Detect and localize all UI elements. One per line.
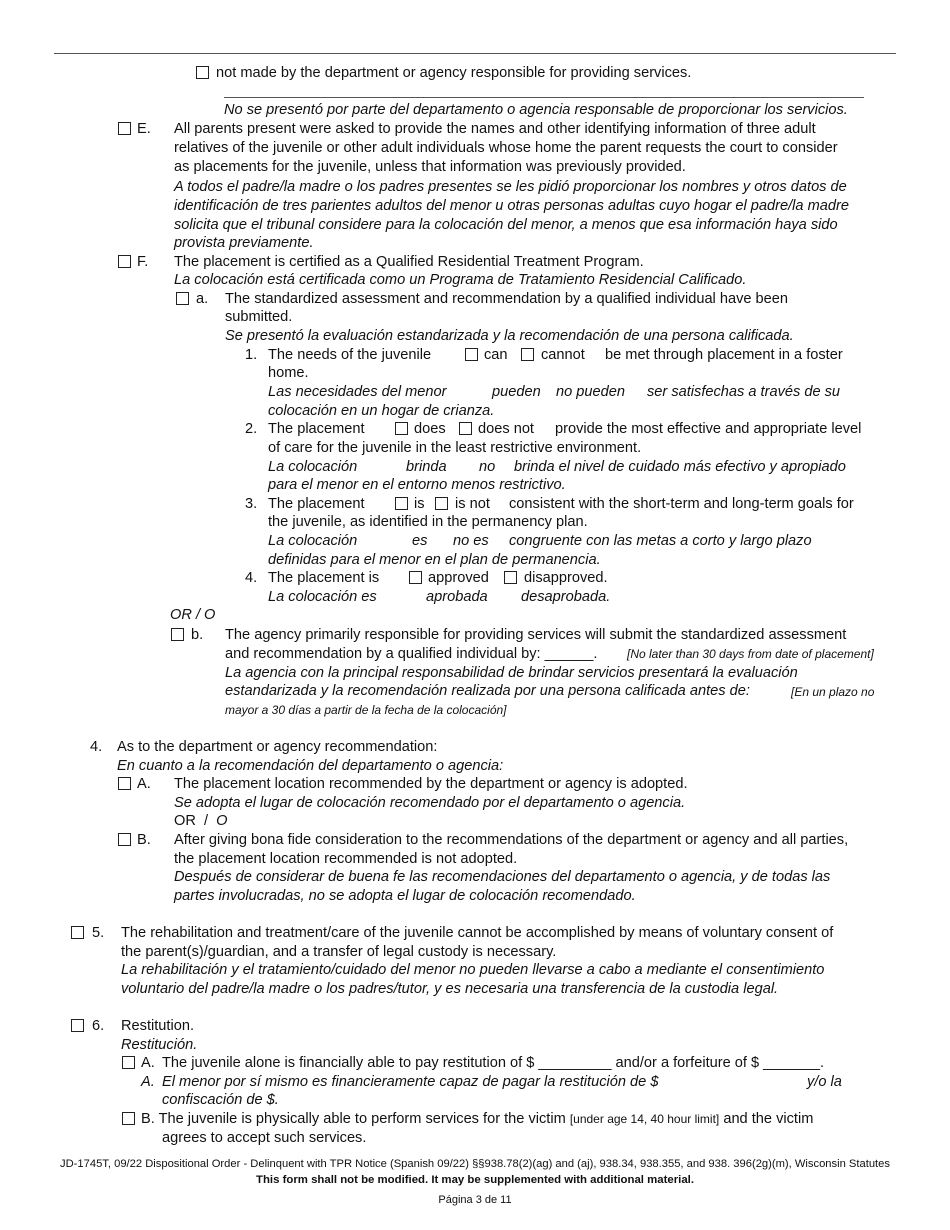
- item6a-text: The juvenile alone is financially able to pay restitution of $ _________ and/or a forfeiture of $ _______.: [162, 1055, 825, 1071]
- or-separator: OR / O: [170, 607, 216, 623]
- not-made-text: not made by the department or agency responsible for providing services.: [216, 65, 692, 81]
- q2-post: provide the most effective and appropriate level: [555, 421, 862, 437]
- q4-es-opt1: aprobada: [426, 589, 488, 605]
- item6a-checkbox[interactable]: [122, 1056, 135, 1069]
- q2-number: 2.: [245, 421, 258, 437]
- q3-is-not-checkbox[interactable]: [435, 497, 448, 510]
- item-fb-es2-note: [En un plazo no: [791, 685, 875, 699]
- item6-number: 6.: [92, 1018, 105, 1034]
- item6a-es-cont: confiscación de $.: [162, 1092, 279, 1108]
- item-fa-line: submitted.: [225, 309, 293, 325]
- item4b-line: the placement location recommended is not adopted.: [174, 851, 518, 867]
- q1-pre: The needs of the juvenile: [268, 347, 432, 363]
- q2-does-not-checkbox[interactable]: [459, 422, 472, 435]
- item4-or: [174, 812, 228, 831]
- q2-es-opt2: no: [479, 459, 496, 475]
- item4-text-es: En cuanto a la recomendación del departamento o agencia:: [117, 758, 504, 774]
- q1-es-post: ser satisfechas a través de su: [647, 384, 841, 400]
- q1-cannot-label: cannot: [541, 347, 585, 363]
- item6b-text: The juvenile is physically able to perform services for the victim: [158, 1111, 566, 1127]
- item-fa-checkbox[interactable]: [176, 292, 189, 305]
- item4-text: As to the department or agency recommendation:: [117, 739, 438, 755]
- item-e-line-es: solicita que el tribunal considere para la colocación del menor, a menos que esa información haya sido: [174, 217, 838, 233]
- item-fb-line1: The agency primarily responsible for providing services will submit the standardized assessment: [225, 627, 847, 643]
- q3-es-post: congruente con las metas a corto y largo plazo: [509, 533, 812, 549]
- item6b-checkbox[interactable]: [122, 1112, 135, 1125]
- item4b-checkbox[interactable]: [118, 833, 131, 846]
- item4b-line: After giving bona fide consideration to the recommendations of the department or agency and all parties,: [174, 832, 849, 848]
- item-fa-line: The standardized assessment and recommendation by a qualified individual have been: [225, 291, 789, 307]
- q3-cont: the juvenile, as identified in the permanency plan.: [268, 514, 588, 530]
- item-e-line: All parents present were asked to provide the names and other identifying information of three adult: [174, 121, 816, 137]
- q4-approved-label: approved: [428, 570, 489, 586]
- q1-post: be met through placement in a foster: [605, 347, 843, 363]
- item6-text-es: Restitución.: [121, 1037, 198, 1053]
- item-fb-line2-note: [No later than 30 days from date of placement]: [627, 647, 874, 661]
- q1-es-opt1: pueden: [492, 384, 541, 400]
- item4b-line-es: partes involucradas, no se adopta el lugar de colocación recomendado.: [174, 888, 636, 904]
- item6-checkbox[interactable]: [71, 1019, 84, 1032]
- item6b-line: [141, 1110, 813, 1129]
- item6-text: Restitution.: [121, 1018, 195, 1034]
- item5-line: the parent(s)/guardian, and a transfer of legal custody is necessary.: [121, 944, 557, 960]
- q2-does-not-label: does not: [478, 421, 534, 437]
- item5-line: The rehabilitation and treatment/care of the juvenile cannot be accomplished by means of voluntary consent of: [121, 925, 834, 941]
- item4-number: 4.: [90, 739, 103, 755]
- item-e-checkbox[interactable]: [118, 122, 131, 135]
- q2-pre: The placement: [268, 421, 365, 437]
- item-fa-text-es: Se presentó la evaluación estandarizada y la recomendación de una persona calificada.: [225, 328, 794, 344]
- item-f-letter: F.: [137, 254, 149, 270]
- item6b-text-after: and the victim: [723, 1111, 814, 1127]
- footer-notice: This form shall not be modified. It may be supplemented with additional material.: [256, 1174, 694, 1186]
- q3-number: 3.: [245, 496, 258, 512]
- item5-line-es: voluntario del padre/la madre o los padres/tutor, y es necesaria una transferencia de la custodia legal.: [121, 981, 779, 997]
- item4a-text-es: Se adopta el lugar de colocación recomendado por el departamento o agencia.: [174, 795, 686, 811]
- q3-is-not-label: is not: [455, 496, 490, 512]
- not-made-text-es: No se presentó por parte del departamento o agencia responsable de proporcionar los servicios.: [224, 102, 848, 118]
- q3-es-opt1: es: [412, 533, 428, 549]
- q1-es-opt2: no pueden: [556, 384, 625, 400]
- item-fa-letter: a.: [196, 291, 209, 307]
- item-e-line: relatives of the juvenile or other adult individuals whose home the parent requests the court to consider: [174, 140, 838, 156]
- item-fb-checkbox[interactable]: [171, 628, 184, 641]
- q3-es-cont: definidas para el menor en el plan de permanencia.: [268, 552, 601, 568]
- item-fb-es1: La agencia con la principal responsabilidad de brindar servicios presentará la evaluación: [225, 665, 798, 681]
- q3-is-checkbox[interactable]: [395, 497, 408, 510]
- item6a-es-letter: A.: [141, 1074, 155, 1090]
- q2-cont: of care for the juvenile in the least restrictive environment.: [268, 440, 642, 456]
- q2-es-post: brinda el nivel de cuidado más efectivo y apropiado: [514, 459, 846, 475]
- item-fb-es3-note: mayor a 30 días a partir de la fecha de la colocación]: [225, 703, 507, 717]
- q3-is-label: is: [414, 496, 425, 512]
- item4a-text: The placement location recommended by the department or agency is adopted.: [174, 776, 688, 792]
- q3-post: consistent with the short-term and long-term goals for: [509, 496, 854, 512]
- item4a-checkbox[interactable]: [118, 777, 131, 790]
- header-rule: [54, 53, 896, 54]
- item-f-checkbox[interactable]: [118, 255, 131, 268]
- footer-form-line: JD-1745T, 09/22 Dispositional Order - Delinquent with TPR Notice (Spanish 09/22) §§938.78(2)(ag) and (aj), 938.34, 938.355, and 938. 396(2g)(m), Wisconsin Statutes: [60, 1158, 890, 1170]
- q4-es-pre: La colocación es: [268, 589, 377, 605]
- q2-does-label: does: [414, 421, 446, 437]
- q1-es-pre: Las necesidades del menor: [268, 384, 447, 400]
- q3-es-opt2: no es: [453, 533, 489, 549]
- item4b-letter: B.: [137, 832, 151, 848]
- footer-page: Página 3 de 11: [438, 1194, 512, 1206]
- q1-es-cont: colocación en un hogar de crianza.: [268, 403, 495, 419]
- item6a-es-yo: y/o la: [807, 1074, 842, 1090]
- item-f-text-es: La colocación está certificada como un Programa de Tratamiento Residencial Calificado.: [174, 272, 747, 288]
- item-fb-line2: and recommendation by a qualified individual by: ______.: [225, 646, 598, 662]
- item-e-line-es: A todos el padre/la madre o los padres presentes se les pidió proporcionar los nombres y otros datos de: [174, 179, 847, 195]
- item-f-text: The placement is certified as a Qualified Residential Treatment Program.: [174, 254, 644, 270]
- item6b-note: [under age 14, 40 hour limit]: [569, 1112, 720, 1126]
- q4-approved-checkbox[interactable]: [409, 571, 422, 584]
- q1-cannot-checkbox[interactable]: [521, 348, 534, 361]
- item5-number: 5.: [92, 925, 105, 941]
- item6b-cont: agrees to accept such services.: [162, 1130, 367, 1146]
- item-e-line: as placements for the juvenile, unless that information was previously provided.: [174, 159, 686, 175]
- item4a-letter: A.: [137, 776, 151, 792]
- item6b-letter: B.: [141, 1111, 155, 1127]
- q1-cont: home.: [268, 365, 309, 381]
- q4-disapproved-label: disapproved.: [524, 570, 608, 586]
- q3-es-pre: La colocación: [268, 533, 358, 549]
- item5-checkbox[interactable]: [71, 926, 84, 939]
- item4-or-es: O: [216, 813, 228, 829]
- q2-does-checkbox[interactable]: [395, 422, 408, 435]
- q4-number: 4.: [245, 570, 258, 586]
- item-e-line-es: provista previamente.: [174, 235, 314, 251]
- item-e-line-es: identificación de tres parientes adultos del menor u otras personas adultas cuyo hogar el padre/la madre: [174, 198, 849, 214]
- q4-disapproved-checkbox[interactable]: [504, 571, 517, 584]
- not-made-checkbox[interactable]: [196, 66, 209, 79]
- q2-es-pre: La colocación: [268, 459, 358, 475]
- item4b-line-es: Después de considerar de buena fe las recomendaciones del departamento o agencia, y de todas las: [174, 869, 831, 885]
- q4-es-opt2: desaprobada.: [521, 589, 611, 605]
- q1-can-label: can: [484, 347, 508, 363]
- q2-es-cont: para el menor en el entorno menos restrictivo.: [268, 477, 566, 493]
- q2-es-opt1: brinda: [406, 459, 447, 475]
- item-fb-es2: estandarizada y la recomendación realizada por una persona calificada antes de:: [225, 683, 750, 699]
- q4-pre: The placement is: [268, 570, 380, 586]
- q1-can-checkbox[interactable]: [465, 348, 478, 361]
- item-e-letter: E.: [137, 121, 151, 137]
- not-made-underline: [224, 97, 864, 98]
- q3-pre: The placement: [268, 496, 365, 512]
- item-fb-letter: b.: [191, 627, 204, 643]
- item6a-es-text: El menor por sí mismo es financieramente capaz de pagar la restitución de $: [162, 1074, 659, 1090]
- item5-line-es: La rehabilitación y el tratamiento/cuidado del menor no pueden llevarse a cabo a mediante el consentimiento: [121, 962, 825, 978]
- item4-or-en: OR /: [174, 813, 217, 829]
- q1-number: 1.: [245, 347, 258, 363]
- item6a-letter: A.: [141, 1055, 155, 1071]
